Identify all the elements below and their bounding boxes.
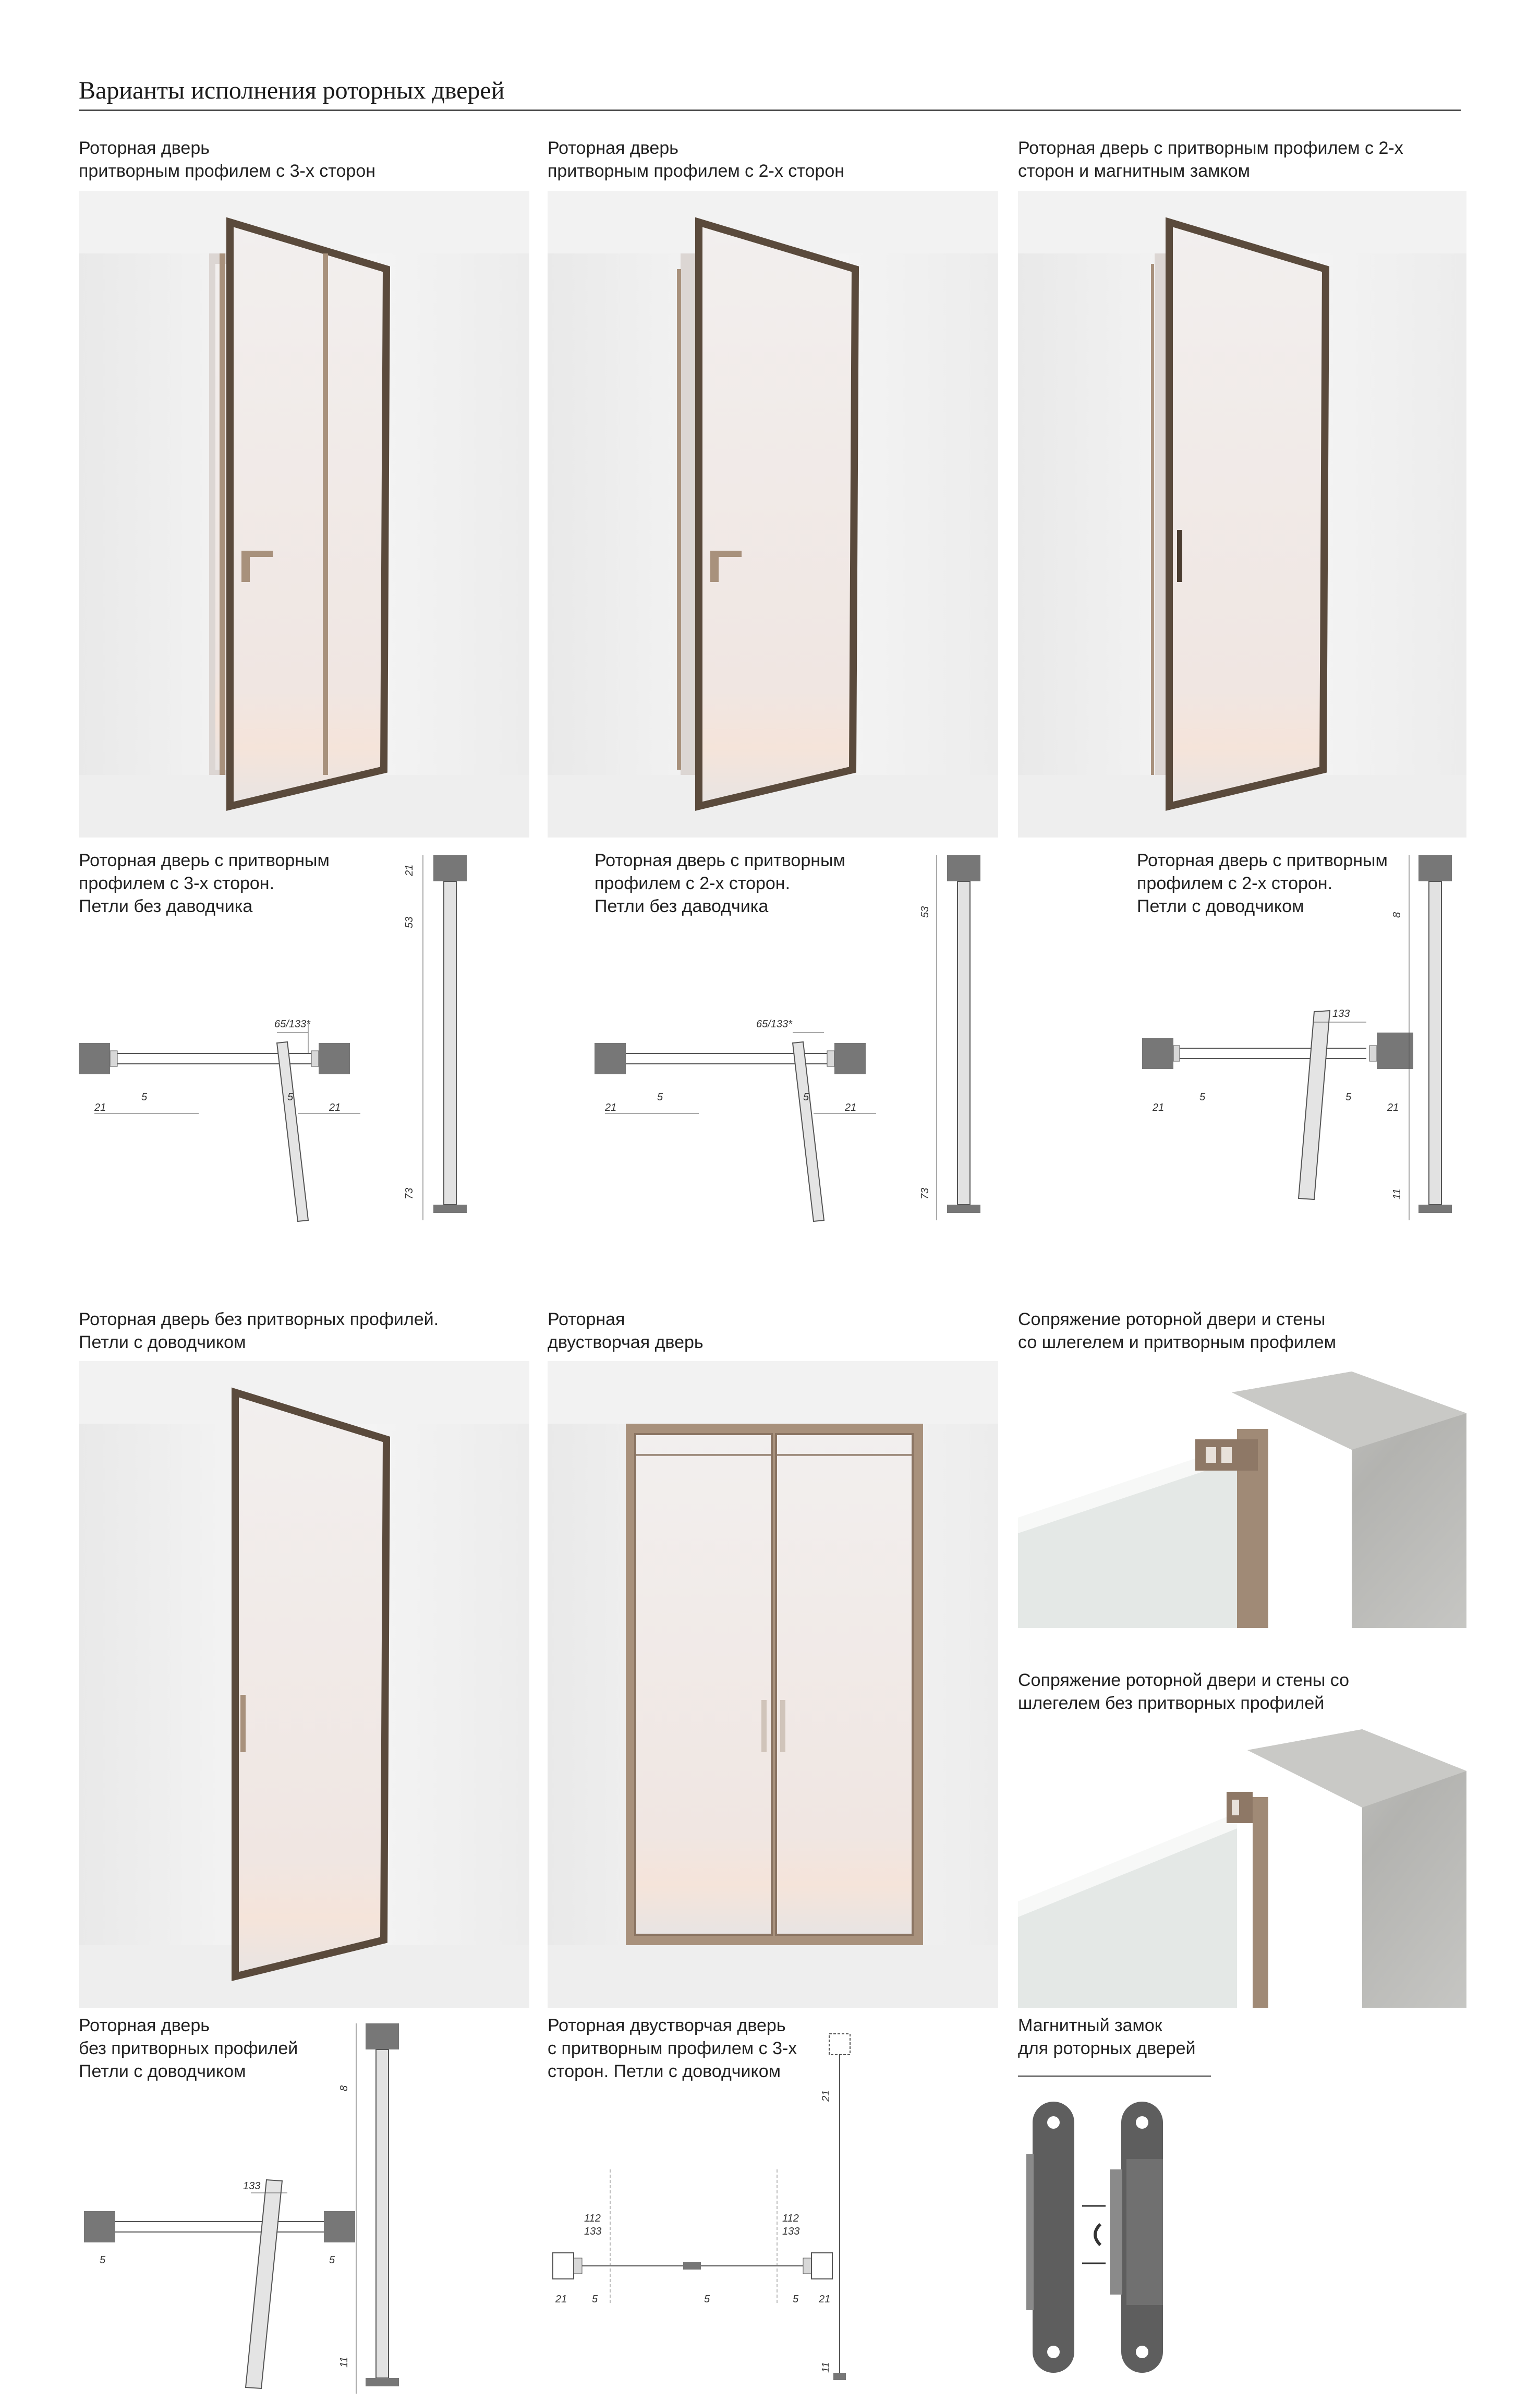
- magnetic-lock-drawing: [1022, 2091, 1179, 2383]
- door2-photo: [548, 191, 998, 838]
- dim-label: 21: [1387, 1102, 1399, 1113]
- dim-label: 5: [329, 2254, 335, 2266]
- dim-label: 65/133*: [274, 1018, 310, 1030]
- dim-label: 5: [1199, 1091, 1206, 1103]
- dim-label: 73: [404, 1187, 415, 1199]
- door4-photo: [79, 1361, 529, 2008]
- drawing4: [79, 2013, 423, 2399]
- dim-label: 21: [1153, 1102, 1165, 1113]
- door4-caption: Роторная дверь без притворных профилей. Петли с доводчиком: [79, 1309, 439, 1352]
- dim-label: 5: [287, 1091, 294, 1103]
- dim-label: 112: [584, 2213, 601, 2224]
- magnet-caption: Магнитный замок для роторных дверей: [1018, 2016, 1196, 2058]
- door5-photo: [548, 1361, 998, 2008]
- dim-label: 53: [404, 916, 415, 928]
- dim-label: 21: [94, 1102, 106, 1113]
- dim-label: 133: [782, 2226, 800, 2237]
- door3-caption: Роторная дверь с притворным профилем с 2-х сторон и магнитным замком: [1018, 138, 1403, 181]
- dim-label: 53: [919, 906, 931, 918]
- dim-label: 73: [919, 1187, 931, 1199]
- junction2-photo: [1018, 1719, 1466, 2008]
- drawing2-caption: Роторная дверь с притворным профилем с 2-х сторон. Петли без даводчика: [595, 851, 845, 916]
- dim-label: 133: [1332, 1008, 1350, 1020]
- junction1-photo: [1018, 1361, 1466, 1628]
- dim-label: 11: [820, 2362, 832, 2373]
- dim-label: 8: [338, 2085, 350, 2091]
- junction1-caption: Сопряжение роторной двери и стены со шлегелем и притворным профилем: [1018, 1309, 1336, 1352]
- dim-label: 21: [404, 864, 415, 876]
- door5-caption: Роторная двустворчая дверь: [548, 1309, 704, 1352]
- door1-photo: [79, 191, 529, 838]
- drawing1-caption: Роторная дверь с притворным профилем с 3-х сторон. Петли без даводчика: [79, 851, 330, 916]
- dim-label: 5: [657, 1091, 663, 1103]
- dim-label: 21: [819, 2294, 831, 2305]
- dim-label: 5: [803, 1091, 809, 1103]
- magnet-divider: [1018, 2076, 1211, 2077]
- dim-label: 8: [1391, 912, 1403, 918]
- door1-caption: Роторная дверь притворным профилем с 3-х сторон: [79, 138, 376, 181]
- drawing5: [548, 2013, 881, 2399]
- dim-label: 5: [1345, 1091, 1352, 1103]
- dim-label: 5: [100, 2254, 106, 2266]
- dim-label: 21: [329, 1102, 341, 1113]
- drawing2: [595, 845, 1012, 1231]
- door2-caption: Роторная дверь притворным профилем с 2-х сторон: [548, 138, 845, 181]
- dim-label: 21: [555, 2294, 567, 2305]
- dim-label: 112: [782, 2213, 799, 2224]
- door3-photo: [1018, 191, 1466, 838]
- dim-label: 21: [820, 2090, 832, 2102]
- dim-label: 5: [704, 2294, 710, 2305]
- dim-label: 5: [793, 2294, 799, 2305]
- drawing3: [1137, 845, 1471, 1231]
- drawing3-caption: Роторная дверь с притворным профилем с 2-х сторон. Петли с доводчиком: [1137, 851, 1388, 916]
- dim-label: 21: [605, 1102, 617, 1113]
- dim-label: 21: [845, 1102, 857, 1113]
- dim-label: 11: [338, 2357, 350, 2368]
- dim-label: 5: [141, 1091, 148, 1103]
- dim-label: 133: [584, 2226, 602, 2237]
- drawing4-caption: Роторная дверь без притворных профилей Петли с доводчиком: [79, 2016, 298, 2081]
- dim-label: 133: [243, 2180, 261, 2192]
- junction2-caption: Сопряжение роторной двери и стены со шлегелем без притворных профилей: [1018, 1670, 1350, 1713]
- dim-label: 11: [1391, 1188, 1403, 1199]
- title-divider: [79, 110, 1461, 111]
- dim-label: 5: [592, 2294, 598, 2305]
- drawing1: [79, 845, 538, 1231]
- drawing5-caption: Роторная двустворчая дверь с притворным профилем с 3-х сторон. Петли с доводчиком: [548, 2016, 797, 2081]
- dim-label: 65/133*: [756, 1018, 792, 1030]
- page-title: Варианты исполнения роторных дверей: [79, 77, 505, 104]
